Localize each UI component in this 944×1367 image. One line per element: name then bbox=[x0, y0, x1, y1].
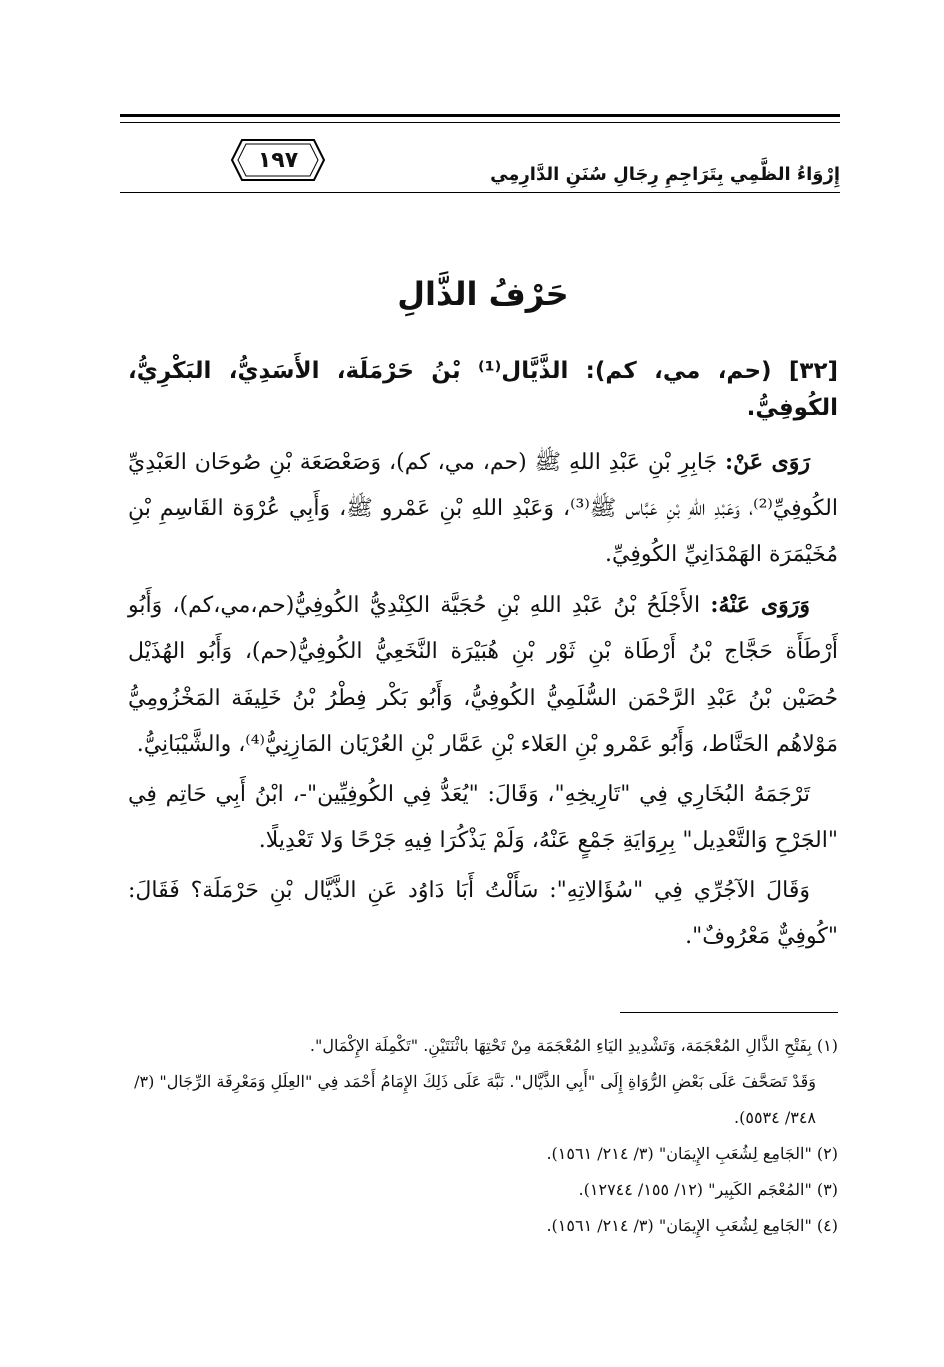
paragraph-narrators-from-him bbox=[128, 582, 838, 768]
footnote-1: (١) بِفَتْحِ الذَّالِ المُعْجَمَة، وَتَشْدِيدِ اليَاءِ المُعْجَمَة مِنْ تَحْتِهَا باثْنَتَيْنِ. "تَكْمِلَة الإِكْمَال". bbox=[309, 1036, 838, 1055]
paragraph-text: وَقَالَ الآجُرِّي فِي "سُؤَالاتِهِ": سَأَلْتُ أَبَا دَاوُد عَنِ الذَّيَّال بْنِ حَرْمَلَة؟ فَقَالَ: "كُوفِيٌّ مَعْرُوفٌ". bbox=[128, 878, 838, 950]
footnote-1-continuation: وَقَدْ تَصَحَّفَ عَلَى بَعْضِ الرُّوَاةِ إِلَى "أَبِي الذَّيَّال". نَبَّهَ عَلَى ذَلِكَ الإِمَامُ أَحْمَد فِي "العِلَلِ وَمَعْرِفَة الرِّجَال" (٣/ ٣٤٨/ ٥٥٣٤). bbox=[134, 1072, 816, 1127]
paragraph-text: تَرْجَمَهُ البُخَارِي فِي "تَارِيخِهِ"، وَقَالَ: "يُعَدُّ فِي الكُوفِيِّين"-، ابْنُ أَبِي حَاتِم فِي "الجَرْحِ وَالتَّعْدِيل" بِرِوَايَةِ جَمْعٍ عَنْهُ، وَلَمْ يَذْكُرَا فِيهِ جَرْحًا وَلا تَعْدِيلًا. bbox=[128, 781, 838, 854]
footnotes bbox=[128, 1028, 838, 1244]
section-title: حَرْفُ الذَّالِ bbox=[397, 275, 569, 313]
entry-name: الذَّيَّال⁽¹⁾ بْنُ حَرْمَلَة، الأَسَدِيُّ، البَكْرِيُّ، الكُوفِيُّ. bbox=[128, 358, 838, 421]
paragraph-lead: وَرَوَى عَنْهُ: bbox=[710, 592, 811, 619]
footnote-4: (٤) "الجَامِع لِشُعَبِ الإِيمَان" (٣/ ٢١٤/ ١٥٦١). bbox=[546, 1216, 838, 1235]
entry-sigla: (حم، مي، كم): bbox=[585, 358, 772, 384]
paragraph-lead: رَوَى عَنْ: bbox=[725, 448, 810, 475]
paragraph-biography bbox=[128, 772, 838, 864]
paragraph-text: جَابِرِ بْنِ عَبْدِ اللهِ ﷺ (حم، مي، كم)، وَصَعْصَعَة بْنِ صُوحَان العَبْدِيِّ الكُوفِيِّ⁽²⁾، وَعَبْدِ اللهِ بْنِ عَبَّاس ﷺ⁽³⁾، وَعَبْدِ اللهِ بْنِ عَمْرو ﷺ، وَأَبِي عُرْوَة القَاسِمِ بْنِ مُخَيْمَرَة الهَمْدَانِيِّ الكُوفِيِّ. bbox=[128, 449, 838, 567]
page-number: ١٩٧ bbox=[257, 147, 299, 173]
paragraph-text: الأَجْلَحُ بْنُ عَبْدِ اللهِ بْنِ حُجَيَّة الكِنْدِيُّ الكُوفِيُّ(حم،مي،كم)، وَأَبُو أَرْطَأَة حَجَّاج بْنُ أَرْطَاة بْنِ ثَوْر بْنِ هُبَيْرَة النَّخَعِيُّ الكُوفِيُّ(حم)، وَأَبُو الهُذَيْل حُصَيْن بْنُ عَبْدِ الرَّحْمَن السُّلَمِيُّ الكُوفِيُّ، وَأَبُو بَكْر فِطْرُ بْنُ خَلِيفَة المَخْزُومِيُّ مَوْلاهُم الحَنَّاط، وَأَبُو عَمْرو بْنِ العَلاء بْنِ عَمَّار بْنِ العُرْيَان المَازِنِيُّ⁽⁴⁾، والشَّيْبَانِيُّ. bbox=[128, 593, 838, 757]
page-number-ornament bbox=[228, 134, 328, 186]
paragraph-narrated-from bbox=[128, 439, 838, 579]
footnote-3: (٣) "المُعْجَم الكَبِير" (١٢/ ١٥٥/ ١٢٧٤٤). bbox=[578, 1180, 838, 1199]
page-header bbox=[120, 110, 840, 220]
header-rule-bottom bbox=[120, 192, 840, 193]
running-title: إِرْوَاءُ الظَّمِي بِتَرَاجِمِ رِجَالِ سُنَنِ الدَّارِمِي bbox=[490, 164, 840, 185]
footnote-2: (٢) "الجَامِع لِشُعَبِ الإِيمَان" (٣/ ٢١٤/ ١٥٦١). bbox=[546, 1144, 838, 1163]
header-rule-thin bbox=[120, 122, 840, 123]
entry-heading bbox=[128, 353, 838, 427]
footnote-separator bbox=[620, 1012, 838, 1013]
entry-number: [٣٢] bbox=[788, 358, 838, 384]
header-rule-top bbox=[120, 114, 840, 117]
main-text bbox=[128, 255, 838, 965]
paragraph-ajurri bbox=[128, 868, 838, 960]
